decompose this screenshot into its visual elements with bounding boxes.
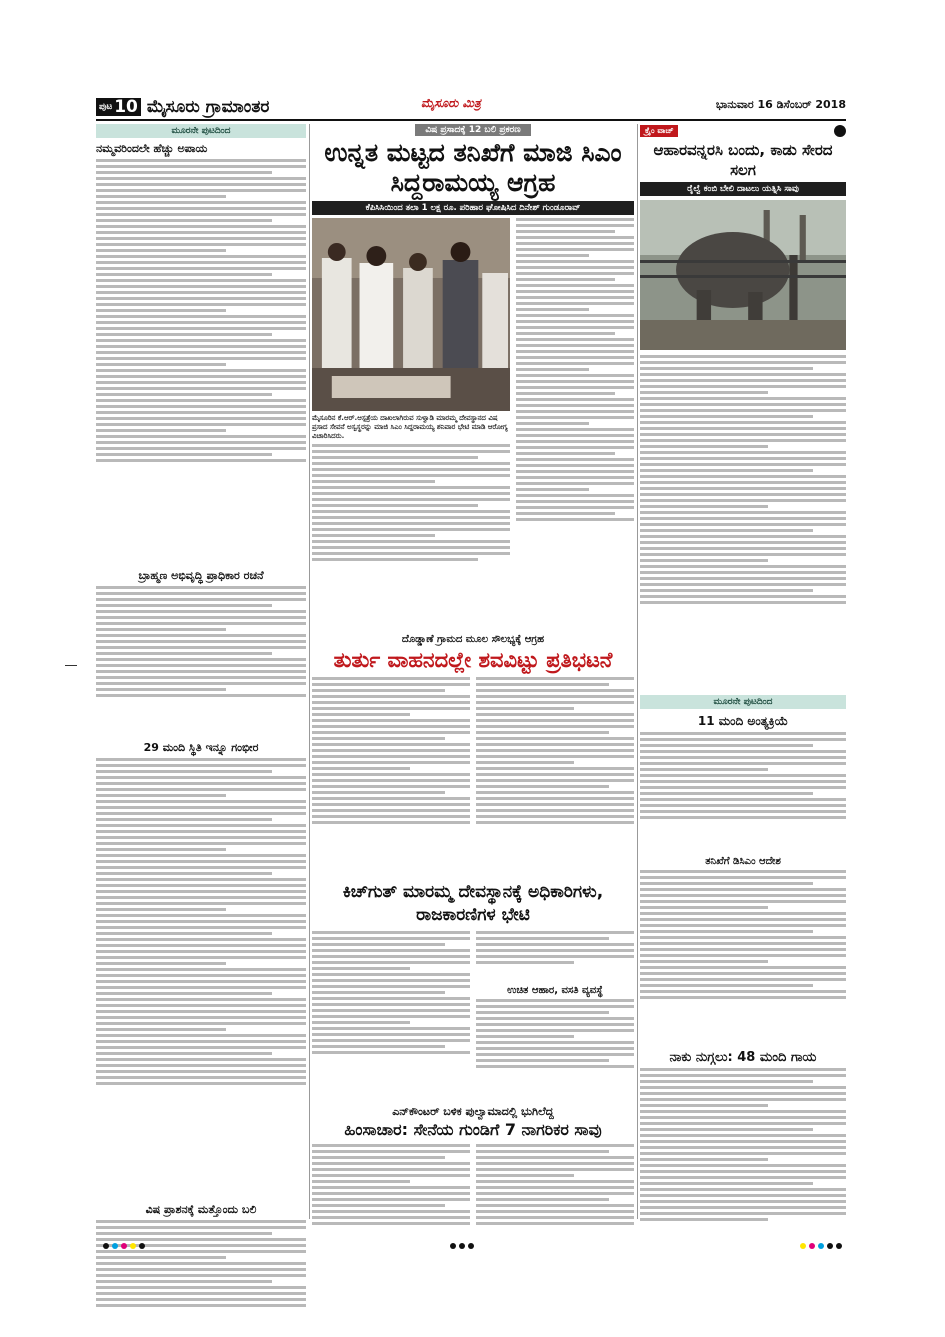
article-body bbox=[96, 159, 306, 564]
article-body bbox=[96, 586, 306, 736]
article-body bbox=[312, 931, 470, 1101]
article-body bbox=[96, 1220, 306, 1337]
page-number: 10 bbox=[114, 97, 138, 117]
article-body bbox=[516, 218, 634, 628]
registration-marks bbox=[450, 1243, 474, 1249]
story-headline: ವಿಷ ಪ್ರಾಶನಕ್ಕೆ ಮತ್ತೊಂದು ಬಲಿ bbox=[145, 1203, 257, 1216]
dead-elephant-image bbox=[640, 200, 846, 350]
masthead bbox=[96, 96, 846, 118]
article-body bbox=[312, 1144, 470, 1254]
story-subhead: ರೈಲ್ವೆ ಕಂಬಿ ಬೇಲಿ ದಾಟಲು ಯತ್ನಿಸಿ ಸಾವು bbox=[640, 182, 846, 196]
elephant-photo bbox=[640, 200, 846, 350]
article-body bbox=[476, 677, 634, 877]
story-kicker: ಎನ್‌ಕೌಂಟರ್ ಬಳಿಕ ಪುಲ್ವಾಮಾದಲ್ಲಿ ಭುಗಿಲೆದ್ದ bbox=[392, 1105, 554, 1118]
story-kicker bbox=[312, 124, 634, 136]
bullet-icon bbox=[834, 125, 846, 137]
story-headline: 11 ಮಂದಿ ಅಂತ್ಯಕ್ರಿಯೆ bbox=[697, 714, 789, 728]
article-body bbox=[476, 931, 634, 981]
continued-label: ಮೂರನೇ ಪುಟದಿಂದ bbox=[640, 695, 846, 709]
hospital-visit-photo bbox=[312, 218, 510, 411]
column-divider bbox=[637, 124, 638, 1219]
margin-tick bbox=[65, 665, 77, 666]
masthead-rule bbox=[96, 119, 846, 121]
continued-label: ಮೂರನೇ ಪುಟದಿಂದ bbox=[96, 124, 306, 138]
article-body bbox=[640, 732, 846, 852]
article-body bbox=[476, 999, 634, 1099]
category-label: ಕ್ರೈಂ ವಾಚ್ bbox=[640, 125, 678, 137]
left-column bbox=[96, 124, 306, 1219]
article-body bbox=[312, 444, 510, 604]
photo-caption: ಮೈಸೂರಿನ ಕೆ.ಆರ್.ಆಸ್ಪತ್ರೆಯ ದಾಖಲಾಗಿರುವ ಸುಳ್ವಾಡಿ ಮಾರಮ್ಮ ದೇವಸ್ಥಾನದ ವಿಷ ಪ್ರಸಾದ ಸೇವನೆ ಅಸ್ವಸ್ಥರನ್ನು ಮಾಜಿ ಸಿಎಂ ಸಿದ್ದರಾಮಯ್ಯ ಶನಿವಾರ ಭೇಟಿ ಮಾಡಿ ಆರೋಗ್ಯ ವಿಚಾರಿಸಿದರು. bbox=[312, 414, 508, 440]
registration-marks bbox=[800, 1243, 842, 1249]
story-headline: ನಾಕು ನುಗ್ಗಲು: 48 ಮಂದಿ ಗಾಯ bbox=[669, 1050, 817, 1065]
story-headline: ಕಿಚ್‌ಗುತ್ ಮಾರಮ್ಮ ದೇವಸ್ಥಾನಕ್ಕೆ ಅಧಿಕಾರಿಗಳು, ರಾಜಕಾರಣಿಗಳ ಭೇಟಿ bbox=[342, 882, 604, 925]
story-kicker: ದೊಡ್ಡಾಣೆ ಗ್ರಾಮದ ಮೂಲ ಸೌಲಭ್ಯಕ್ಕೆ ಆಗ್ರಹ bbox=[401, 634, 545, 645]
story-subhead: ಉಚಿತ ಆಹಾರ, ವಸತಿ ವ್ಯವಸ್ಥೆ bbox=[507, 985, 603, 996]
kicker-label: ವಿಷ ಪ್ರಸಾದಕ್ಕೆ 12 ಬಲಿ ಪ್ರಕರಣ bbox=[415, 124, 530, 136]
story-headline: 29 ಮಂದಿ ಸ್ಥಿತಿ ಇನ್ನೂ ಗಂಭೀರ bbox=[143, 741, 259, 754]
page-number-box bbox=[96, 98, 141, 116]
column-divider bbox=[309, 124, 310, 1219]
story-headline: ಆಹಾರವನ್ನರಸಿ ಬಂದು, ಕಾಡು ಸೇರದ ಸಲಗ bbox=[653, 141, 833, 179]
story-subhead: ತನಿಖೆಗೆ ಡಿಸಿಎಂ ಆದೇಶ bbox=[705, 856, 781, 867]
lead-headline: ಉನ್ನತ ಮಟ್ಟದ ತನಿಖೆಗೆ ಮಾಜಿ ಸಿಎಂ ಸಿದ್ದರಾಮಯ್ಯ ಆಗ್ರಹ bbox=[324, 138, 622, 197]
lead-photo bbox=[312, 218, 510, 411]
page-label: ಪುಟ bbox=[99, 102, 113, 112]
lead-subhead: ಕೆಪಿಸಿಸಿಯಿಂದ ತಲಾ 1 ಲಕ್ಷ ರೂ. ಪರಿಹಾರ ಘೋಷಿಸಿದ ದಿನೇಶ್ ಗುಂಡೂರಾವ್ bbox=[312, 201, 634, 215]
story-headline: ನಮ್ಮವರಿಂದಲೇ ಹೆಚ್ಚು ಅಪಾಯ bbox=[96, 142, 208, 155]
story-headline: ತುರ್ತು ವಾಹನದಲ್ಲೇ ಶವವಿಟ್ಟು ಪ್ರತಿಭಟನೆ bbox=[333, 648, 613, 672]
article-body bbox=[476, 1144, 634, 1254]
story-headline: ಹಿಂಸಾಚಾರ: ಸೇನೆಯ ಗುಂಡಿಗೆ 7 ನಾಗರಿಕರ ಸಾವು bbox=[344, 1120, 602, 1139]
article-body bbox=[96, 758, 306, 1198]
story-headline: ಬ್ರಾಹ್ಮಣ ಅಭಿವೃದ್ಧಿ ಪ್ರಾಧಿಕಾರ ರಚನೆ bbox=[138, 569, 264, 582]
article-body bbox=[312, 677, 470, 877]
dateline: ಭಾನುವಾರ 16 ಡಿಸೆಂಬರ್ 2018 bbox=[715, 98, 846, 111]
section-title: ಮೈಸೂರು ಗ್ರಾಮಾಂತರ bbox=[146, 97, 270, 117]
right-column bbox=[640, 124, 846, 1219]
article-body bbox=[640, 870, 846, 1045]
middle-column bbox=[312, 124, 634, 1219]
paper-name: ಮೈಸೂರು ಮಿತ್ರ bbox=[421, 96, 481, 110]
article-body bbox=[640, 355, 846, 695]
registration-marks bbox=[103, 1243, 145, 1249]
category-tag bbox=[640, 124, 846, 138]
